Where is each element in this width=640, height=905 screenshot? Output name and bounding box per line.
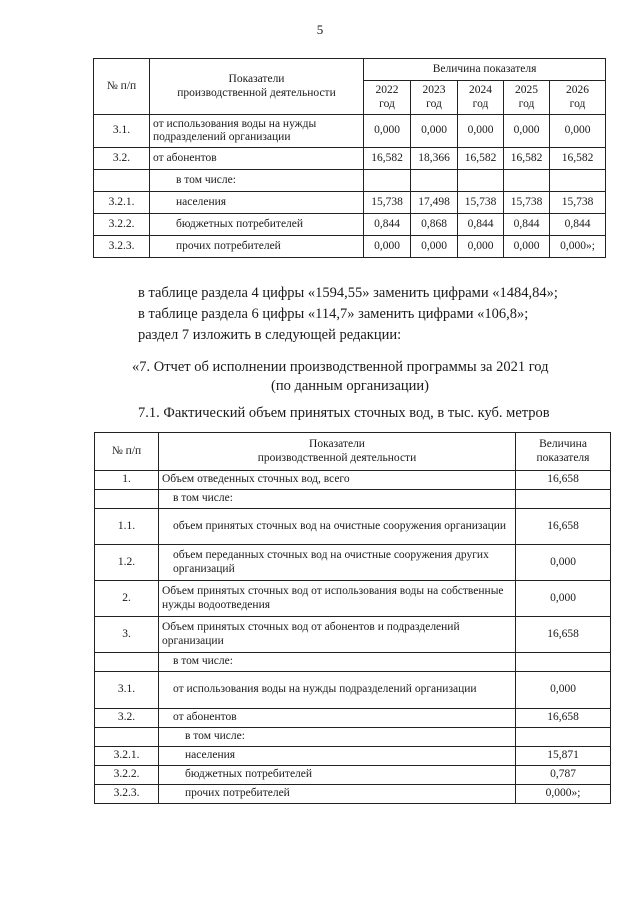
table1-cell-num <box>94 170 150 192</box>
table2-cell-label: от использования воды на нужды подразделений организации <box>159 672 516 709</box>
table1-cell-num: 3.2.2. <box>94 214 150 236</box>
table2-cell-value: 15,871 <box>516 747 611 766</box>
table1-header-num: № п/п <box>94 59 150 115</box>
table1-cell-value: 15,738 <box>458 192 504 214</box>
table2-cell-num: 3.1. <box>95 672 159 709</box>
table1-cell-value: 0,868 <box>411 214 458 236</box>
section-subtitle: 7.1. Фактический объем принятых сточных вод, в тыс. куб. метров <box>138 405 550 421</box>
table2-row <box>95 728 611 747</box>
table2-cell-label: объем принятых сточных вод на очистные сооружения организации <box>159 509 516 545</box>
table1-cell-value <box>364 170 411 192</box>
table1-cell-num: 3.2.3. <box>94 236 150 258</box>
table2-cell-num: 2. <box>95 581 159 617</box>
paragraph-section7-intro: раздел 7 изложить в следующей редакции: <box>138 327 402 343</box>
paragraph-table4-change: в таблице раздела 4 цифры «1594,55» заменить цифрами «1484,84»; <box>138 285 558 301</box>
table2-cell-value: 16,658 <box>516 617 611 653</box>
table1-cell-label: населения <box>150 192 364 214</box>
table2-cell-num: 3.2.1. <box>95 747 159 766</box>
table1-row <box>94 236 606 258</box>
table1-cell-value: 18,366 <box>411 148 458 170</box>
table1-cell-value: 0,000 <box>504 115 550 148</box>
table1-cell-value: 0,844 <box>504 214 550 236</box>
table2-cell-label: бюджетных потребителей <box>159 766 516 785</box>
table2-row <box>95 785 611 804</box>
page-number: 5 <box>316 22 324 37</box>
table1-row <box>94 214 606 236</box>
table2-cell-label: объем переданных сточных вод на очистные сооружения других организаций <box>159 545 516 581</box>
table2-cell-value: 16,658 <box>516 509 611 545</box>
table1-cell-value <box>550 170 606 192</box>
table1-row <box>94 170 606 192</box>
table2-cell-num: 3.2.2. <box>95 766 159 785</box>
table1-cell-value: 0,000 <box>411 115 458 148</box>
table2-row <box>95 766 611 785</box>
table1-header-year: 2026 год <box>550 81 606 115</box>
table2-cell-label: Объем отведенных сточных вод, всего <box>159 471 516 490</box>
table1-header-year: 2025 год <box>504 81 550 115</box>
table1-cell-value: 0,000 <box>550 115 606 148</box>
table2-row <box>95 581 611 617</box>
table1-cell-value: 15,738 <box>550 192 606 214</box>
section-title-note: (по данным организации) <box>270 378 429 394</box>
table1-cell-value: 0,000 <box>504 236 550 258</box>
table1-header-indicator: Показатели производственной деятельности <box>150 59 364 115</box>
table2-cell-label: Объем принятых сточных вод от абонентов и подразделений организации <box>159 617 516 653</box>
table2-cell-value <box>516 490 611 509</box>
table2-header-value: Величина показателя <box>516 433 611 471</box>
production-indicators-table <box>93 58 606 258</box>
table1-cell-value: 0,844 <box>550 214 606 236</box>
table2-row <box>95 709 611 728</box>
table2-header-indicator: Показатели производственной деятельности <box>159 433 516 471</box>
table1-row <box>94 192 606 214</box>
table2-row <box>95 490 611 509</box>
table1-cell-value: 16,582 <box>364 148 411 170</box>
table2-cell-value <box>516 728 611 747</box>
table1-header-row <box>94 59 606 81</box>
table2-cell-label: в том числе: <box>159 728 516 747</box>
table1-cell-value: 16,582 <box>504 148 550 170</box>
table2-cell-num: 1.1. <box>95 509 159 545</box>
table2-row <box>95 747 611 766</box>
table1-cell-value: 17,498 <box>411 192 458 214</box>
table2-cell-value: 0,000 <box>516 672 611 709</box>
table2-row <box>95 509 611 545</box>
table2-cell-num <box>95 490 159 509</box>
table1-cell-value: 0,844 <box>364 214 411 236</box>
table2-row <box>95 471 611 490</box>
table2-cell-label: прочих потребителей <box>159 785 516 804</box>
table2-cell-label: в том числе: <box>159 653 516 672</box>
table1-cell-label: бюджетных потребителей <box>150 214 364 236</box>
table1-row <box>94 148 606 170</box>
table2-cell-value: 0,000 <box>516 545 611 581</box>
table2-row <box>95 653 611 672</box>
table1-cell-value <box>458 170 504 192</box>
table1-header-year: 2024 год <box>458 81 504 115</box>
paragraph-table6-change: в таблице раздела 6 цифры «114,7» заменить цифрами «106,8»; <box>138 306 529 322</box>
table1-header-year: 2022 год <box>364 81 411 115</box>
table2-cell-num: 3.2. <box>95 709 159 728</box>
table1-cell-value: 15,738 <box>504 192 550 214</box>
table2-header-row <box>95 433 611 471</box>
table2-cell-num <box>95 728 159 747</box>
table1-cell-value: 0,000 <box>458 236 504 258</box>
table2-cell-value: 0,000»; <box>516 785 611 804</box>
table1-cell-value: 0,000 <box>364 236 411 258</box>
table2-cell-num: 1. <box>95 471 159 490</box>
table1-cell-num: 3.1. <box>94 115 150 148</box>
table1-cell-value: 16,582 <box>550 148 606 170</box>
table1-cell-label: от использования воды на нужды подразделений организации <box>150 115 364 148</box>
table1-cell-value: 0,000 <box>411 236 458 258</box>
table1-cell-num: 3.2.1. <box>94 192 150 214</box>
table1-cell-value: 15,738 <box>364 192 411 214</box>
table1-header-year: 2023 год <box>411 81 458 115</box>
table1-cell-value <box>504 170 550 192</box>
table2-header-num: № п/п <box>95 433 159 471</box>
table2-cell-num: 1.2. <box>95 545 159 581</box>
table2-cell-value <box>516 653 611 672</box>
table1-cell-value: 16,582 <box>458 148 504 170</box>
table2-cell-label: Объем принятых сточных вод от использования воды на собственные нужды водоотведения <box>159 581 516 617</box>
table2-row <box>95 545 611 581</box>
table2-cell-num <box>95 653 159 672</box>
table2-cell-value: 16,658 <box>516 471 611 490</box>
table1-row <box>94 115 606 148</box>
table1-cell-label: от абонентов <box>150 148 364 170</box>
table2-cell-num: 3. <box>95 617 159 653</box>
table2-row <box>95 672 611 709</box>
wastewater-volume-table <box>94 432 611 804</box>
table1-cell-value: 0,844 <box>458 214 504 236</box>
table2-cell-label: населения <box>159 747 516 766</box>
table2-cell-value: 0,787 <box>516 766 611 785</box>
table2-cell-value: 0,000 <box>516 581 611 617</box>
table1-header-value-group: Величина показателя <box>364 59 606 81</box>
table2-cell-label: в том числе: <box>159 490 516 509</box>
table2-cell-num: 3.2.3. <box>95 785 159 804</box>
table2-row <box>95 617 611 653</box>
table2-cell-label: от абонентов <box>159 709 516 728</box>
table1-cell-label: прочих потребителей <box>150 236 364 258</box>
table1-cell-num: 3.2. <box>94 148 150 170</box>
table1-cell-value <box>411 170 458 192</box>
table1-cell-value: 0,000»; <box>550 236 606 258</box>
table1-cell-label: в том числе: <box>150 170 364 192</box>
section-title: «7. Отчет об исполнении производственной программы за 2021 год <box>132 359 549 375</box>
table1-cell-value: 0,000 <box>458 115 504 148</box>
table2-cell-value: 16,658 <box>516 709 611 728</box>
table1-cell-value: 0,000 <box>364 115 411 148</box>
